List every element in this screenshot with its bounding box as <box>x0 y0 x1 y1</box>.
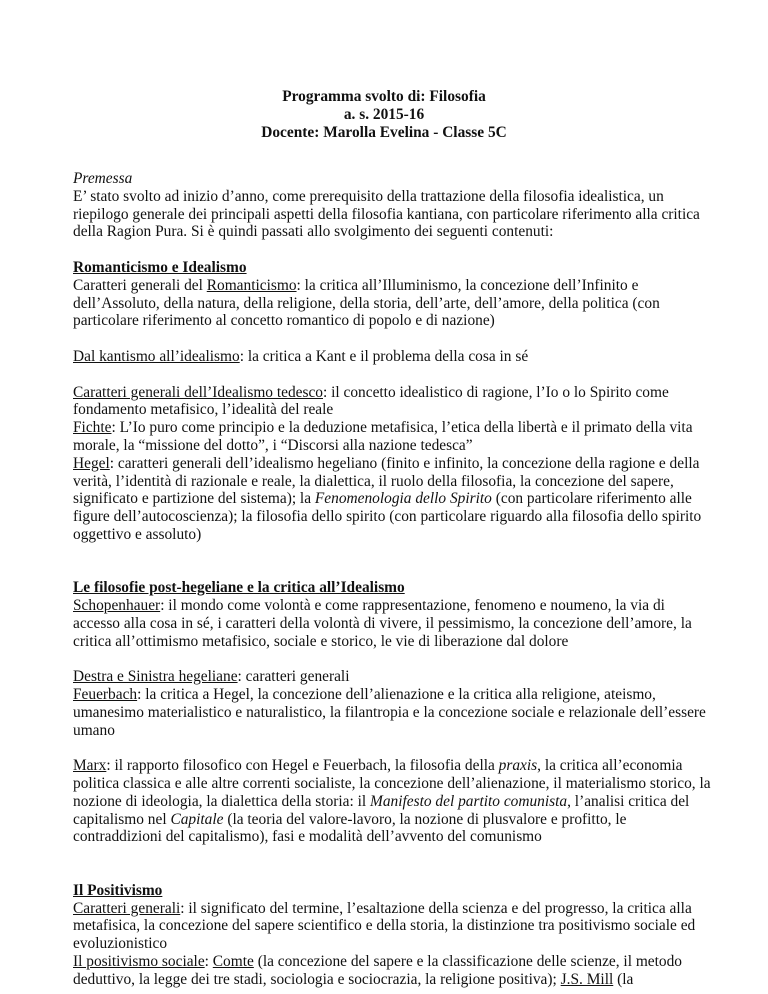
section-title-post-hegeliane: Le filosofie post-hegeliane e la critica all’Idealismo <box>73 579 405 597</box>
header-subject: Programma svolto di: Filosofia <box>282 88 486 105</box>
paragraph-positivismo-caratteri: Caratteri generali: il significato del termine, l’esaltazione della scienza e del progresso, la critica alla metafisica, la concezione del sapere scientifico e della storia, la distinzione tra positivismo sociale ed evoluzionistico <box>73 899 696 953</box>
paragraph-positivismo-sociale: Il positivismo sociale: Comte (la concezione del sapere e la classificazione delle scienze, il metodo deduttivo, la legge dei tre stadi, sociologia e sociocrazia, la religione positiva); J.S. Mill (la <box>73 953 683 988</box>
header-school-year: a. s. 2015-16 <box>343 105 425 123</box>
paragraph-idealismo-tedesco: Caratteri generali dell’Idealismo tedesco: il concetto idealistico di ragione, l’Io o lo Spirito come fondamento metafisico, l’idealità del reale <box>73 383 669 419</box>
premessa-text: E’ stato svolto ad inizio d’anno, come prerequisito della trattazione della filosofia idealistica, un riepilogo generale dei principali aspetti della filosofia kantiana, con particolare riferimento alla critica della Ragion Pura. Si è quindi passati allo svolgimento dei seguenti contenuti: <box>73 187 700 241</box>
paragraph-romanticismo: Caratteri generali del Romanticismo: la critica all’Illuminismo, la concezione dell’Infinito e dell’Assoluto, della natura, della religione, della storia, dell’arte, dell’amore, della politica (con particolare riferimento al concetto romantico di popolo e di nazione) <box>73 276 660 330</box>
document-body <box>73 170 713 989</box>
paragraph-marx: Marx: il rapporto filosofico con Hegel e Feuerbach, la filosofia della praxis, la critica all’economia politica classica e alle altre correnti socialiste, la concezione dell’alienazione, il materialismo storico, la nozione di ideologia, la dialettica della storia: il Manifesto del partito comunista, l’analisi critica del capitalismo nel Capitale (la teoria del valore-lavoro, la nozione di plusvalore e profitto, le contraddizioni del capitalismo), fasi e modalità dell’avvento del comunismo <box>73 757 711 846</box>
paragraph-fichte: Fichte: L’Io puro come principio e la deduzione metafisica, l’etica della libertà e il primato della vita morale, la “missione del dotto”, i “Discorsi alla nazione tedesca” <box>73 419 693 454</box>
paragraph-kantismo: Dal kantismo all’idealismo: la critica a Kant e il problema della cosa in sé <box>73 347 529 365</box>
paragraph-schopenhauer: Schopenhauer: il mondo come volontà e come rappresentazione, fenomeno e noumeno, la via di accesso alla cosa in sé, i caratteri della volontà di vivere, il pessimismo, la concezione dell’amore, la critica all’ottimismo metafisico, sociale e storico, le vie di liberazione dal dolore <box>73 597 692 650</box>
premessa-title: Premessa <box>73 170 133 187</box>
header-teacher-class: Docente: Marolla Evelina - Classe 5C <box>261 123 507 141</box>
paragraph-hegel: Hegel: caratteri generali dell’idealismo hegeliano (finito e infinito, la concezione della ragione e della verità, l’identità di razionale e reale, la dialettica, il ruolo della filosofia, la concezione del sapere, significato e partizione del sistema); la Fenomenologia dello Spirito (con particolare riferimento alle figure dell’autocoscienza); la filosofia dello spirito (con particolare riguardo alla filosofia dello spirito oggettivo e assoluto) <box>73 454 702 543</box>
section-title-positivismo: Il Positivismo <box>73 881 163 899</box>
paragraph-destra-sinistra: Destra e Sinistra hegeliane: caratteri generali <box>73 668 350 686</box>
document-header <box>0 88 768 141</box>
paragraph-feuerbach: Feuerbach: la critica a Hegel, la concezione dell’alienazione e la critica alla religione, ateismo, umanesimo materialistico e naturalistico, la filantropia e la concezione sociale e relazionale dell’essere umano <box>73 686 706 739</box>
section-title-romanticismo: Romanticismo e Idealismo <box>73 258 247 276</box>
